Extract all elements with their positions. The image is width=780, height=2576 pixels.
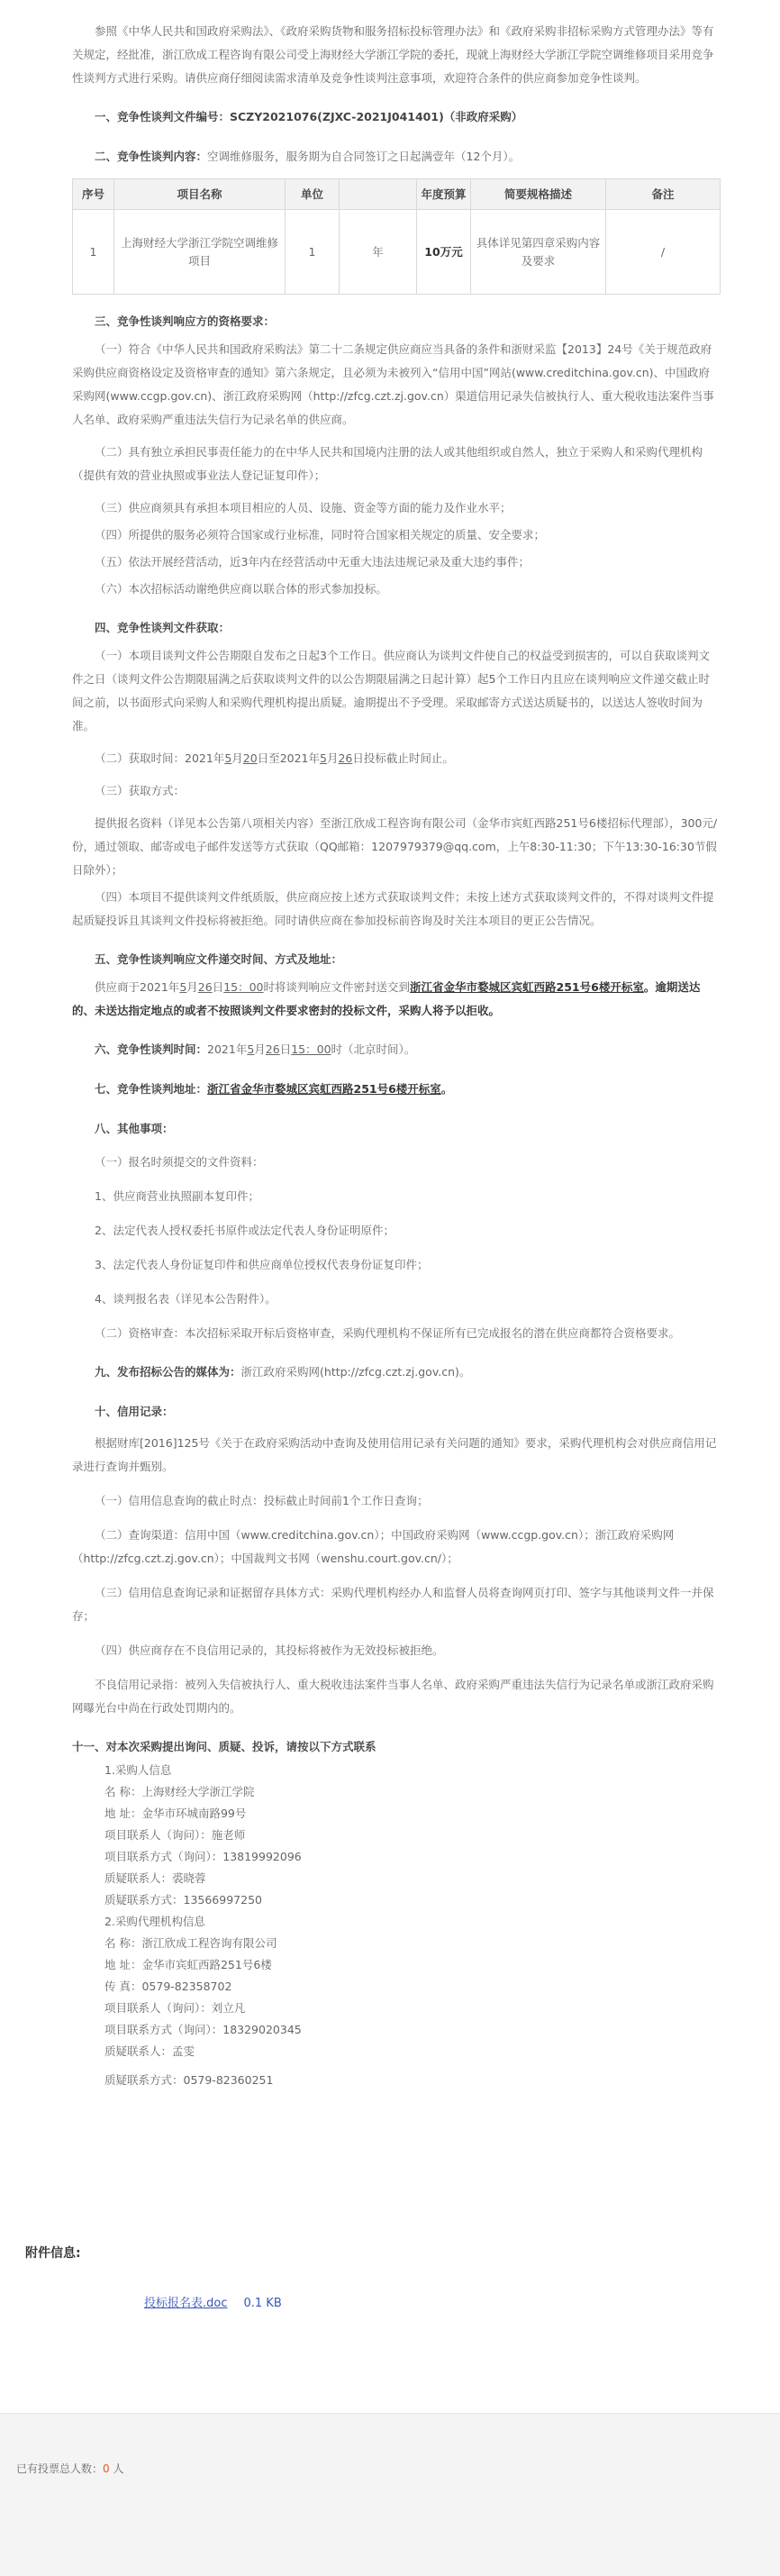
table-row	[73, 210, 721, 295]
section-3-p4: （四）所提供的服务必须符合国家或行业标准，同时符合国家相关规定的质量、安全要求；	[95, 528, 546, 542]
attachment-file	[144, 2293, 282, 2310]
table-header-row	[73, 179, 721, 210]
section-4-p5: （四）本项目不提供谈判文件纸质版，供应商应按上述方式获取谈判文件；未按上述方式获取谈判文件的，不得对谈判文件提起质疑投诉且其谈判文件投标将被拒绝。同时请供应商在参加投标前咨询及时关注本项目的更正公告情况。	[72, 890, 714, 927]
section-4-p3: （三）获取方式：	[95, 784, 186, 797]
section-3-p2: （二）具有独立承担民事责任能力的在中华人民共和国境内注册的法人或其他组织或自然人，独立于采购人和采购代理机构（提供有效的营业执照或事业法人登记证复印件）；	[72, 445, 703, 482]
footer	[0, 2413, 780, 2576]
text: 月	[254, 1042, 266, 1056]
intro-paragraph: 参照《中华人民共和国政府采购法》、《政府采购货物和服务招标投标管理办法》和《政府采购非招标采购方式管理办法》等有关规定，经批准，浙江欣成工程咨询有限公司受上海财经大学浙江学院的委托，现就上海财经大学浙江学院空调维修项目采用竞争性谈判方式进行采购。请供应商仔细阅读需求清单及竞争性谈判注意事项，欢迎符合条件的供应商参加竞争性谈判。	[72, 24, 714, 85]
section-10-p4: （三）信用信息查询记录和证据留存具体方式：采购代理机构经办人和监督人员将查询网页打印、签字与其他谈判文件一并保存；	[72, 1586, 714, 1623]
table-cell: /	[606, 210, 721, 295]
table-header: 年度预算	[417, 179, 471, 210]
section-10-p5: （四）供应商存在不良信用记录的，其投标将被作为无效投标被拒绝。	[95, 1643, 444, 1657]
table-cell: 具体详见第四章采购内容及要求	[471, 210, 606, 295]
section-3-p5: （五）依法开展经营活动，近3年内在经营活动中无重大违法违规记录及重大违约事件；	[95, 555, 530, 569]
text: 日	[279, 1042, 292, 1056]
table-cell: 1	[73, 210, 114, 295]
contact-line: 地 址：金华市宾虹西路251号6楼	[104, 1958, 272, 1971]
table-header: 单位	[286, 179, 340, 210]
time: 15：00	[291, 1042, 331, 1056]
submission-address: 浙江省金华市婺城区宾虹西路251号6楼开标室	[410, 980, 644, 994]
day: 26	[197, 980, 213, 994]
text: 时（北京时间）。	[331, 1042, 416, 1056]
table-header: 简要规格描述	[471, 179, 606, 210]
section-10-title: 十、信用记录：	[95, 1405, 174, 1418]
table-cell: 年	[340, 210, 417, 295]
vote-count-label: 已有投票总人数：	[16, 2462, 104, 2475]
section-8-p1: （一）报名时须提交的文件资料：	[95, 1155, 264, 1169]
month: 5	[247, 1042, 255, 1056]
month: 5	[179, 980, 187, 994]
contact-line: 质疑联系人：裘晓蓉	[104, 1871, 206, 1885]
vote-count	[16, 2461, 123, 2476]
contact-line: 传 真：0579-82358702	[104, 1980, 232, 1993]
text: 2021年	[207, 1042, 248, 1056]
table-header: 序号	[73, 179, 114, 210]
contact-line: 项目联系方式（询问）：18329020345	[104, 2023, 302, 2036]
section-3-title: 三、竞争性谈判响应方的资格要求：	[95, 314, 276, 328]
text: 日投标截止时间止。	[352, 751, 454, 765]
table-cell	[286, 210, 340, 295]
contact-line: 名 称：上海财经大学浙江学院	[104, 1785, 255, 1798]
negotiation-address: 浙江省金华市婺城区宾虹西路251号6楼开标室	[207, 1082, 441, 1096]
table-cell	[417, 210, 471, 295]
day: 20	[242, 751, 258, 765]
day: 26	[265, 1042, 280, 1056]
section-6	[72, 1037, 721, 1062]
table-cell: 上海财经大学浙江学院空调维修项目	[114, 210, 286, 295]
section-7-title: 七、竞争性谈判地址：	[95, 1082, 208, 1096]
vote-count-unit: 人	[109, 2462, 124, 2475]
rejection-note: 。逾期送达的、未送达指定地点的或者不按照谈判文件要求密封的投标文件，采购人将予以拒收。	[72, 980, 701, 1017]
section-11-title: 十一、对本次采购提出询问、质疑、投诉，请按以下方式联系	[72, 1740, 376, 1753]
section-8-p2: 1、供应商营业执照副本复印件；	[95, 1189, 259, 1203]
contact-line: 名 称：浙江欣成工程咨询有限公司	[104, 1936, 277, 1950]
contact-line: 地 址：金华市环城南路99号	[104, 1807, 247, 1820]
section-9-title: 九、发布招标公告的媒体为：	[95, 1365, 241, 1379]
month: 5	[320, 751, 327, 765]
section-10-p1: 根据财库[2016]125号《关于在政府采购活动中查询及使用信用记录有关问题的通知》要求，采购代理机构会对供应商信用记录进行查询并甄别。	[72, 1436, 717, 1473]
section-10-p6: 不良信用记录指：被列入失信被执行人、重大税收违法案件当事人名单、政府采购严重违法失信行为记录名单或浙江政府采购网曝光台中尚在行政处罚期内的。	[72, 1678, 714, 1715]
table-header: 项目名称	[114, 179, 286, 210]
table-header	[340, 179, 417, 210]
section-9	[72, 1360, 721, 1385]
section-8-p5: 4、谈判报名表（详见本公告附件）。	[95, 1292, 277, 1306]
section-2	[72, 144, 721, 169]
announcement-body	[72, 0, 721, 2091]
section-7	[72, 1077, 721, 1102]
section-6-title: 六、竞争性谈判时间：	[95, 1042, 208, 1056]
time: 15：00	[223, 980, 264, 994]
section-10-p2: （一）信用信息查询的截止时点：投标截止时间前1个工作日查询；	[95, 1494, 429, 1507]
section-2-title: 二、竞争性谈判内容：	[95, 150, 208, 163]
section-5-title: 五、竞争性谈判响应文件递交时间、方式及地址：	[95, 952, 343, 966]
section-9-text: 浙江政府采购网(http://zfcg.czt.zj.gov.cn)。	[240, 1365, 471, 1379]
text: 月	[186, 980, 198, 994]
text: 日至2021年	[257, 751, 320, 765]
text: 月	[231, 751, 243, 765]
text: 日	[212, 980, 224, 994]
contact-line: 1.采购人信息	[104, 1763, 172, 1777]
section-4-p2	[72, 747, 721, 770]
section-4-p4: 提供报名资料（详见本公告第八项相关内容）至浙江欣成工程咨询有限公司（金华市宾虹西路251号6楼招标代理部），300元/份，通过领取、邮寄或电子邮件发送等方式获取（QQ邮箱：1207979379@qq.com，上午8:30-11:30；下午13:30-16:30节假日除外）；	[72, 816, 718, 877]
text: 月	[326, 751, 339, 765]
section-3-p3: （三）供应商须具有承担本项目相应的人员、设施、资金等方面的能力及作业水平；	[95, 501, 512, 514]
quantity: 1	[308, 244, 316, 259]
text: （二）获取时间：2021年	[95, 751, 225, 765]
month: 5	[224, 751, 232, 765]
section-8-p3: 2、法定代表人授权委托书原件或法定代表人身份证明原件；	[95, 1224, 395, 1237]
section-10-p3: （二）查询渠道：信用中国（www.creditchina.gov.cn）；中国政府采购网（www.ccgp.gov.cn）；浙江政府采购网（http://zfcg.czt.zj.gov.cn）；中国裁判文书网（wenshu.court.gov.cn/）；	[72, 1528, 675, 1565]
vote-count-number: 0	[103, 2462, 110, 2475]
section-4-p1: （一）本项目谈判文件公告期限自发布之日起3个工作日。供应商认为谈判文件使自己的权益受到损害的，可以自获取谈判文件之日（谈判文件公告期限届满之后获取谈判文件的以公告期限届满之日起计算）起5个工作日内且应在谈判响应文件递交截止时间之前，以书面形式向采购人和采购代理机构提出质疑。逾期提出不予受理。采取邮寄方式送达质疑书的，以送达人签收时间为准。	[72, 649, 710, 733]
contact-line: 2.采购代理机构信息	[104, 1915, 205, 1928]
attachment-size: 0.1 KB	[243, 2297, 282, 2310]
section-4-title: 四、竞争性谈判文件获取：	[95, 621, 231, 634]
budget: 10万元	[424, 244, 463, 259]
text: 供应商于2021年	[95, 980, 180, 994]
contact-line: 项目联系方式（询问）：13819992096	[104, 1850, 302, 1863]
contact-line: 质疑联系方式：0579-82360251	[104, 2073, 274, 2087]
section-8-p4: 3、法定代表人身份证复印件和供应商单位授权代表身份证复印件；	[95, 1258, 429, 1271]
attachment-download-link[interactable]: 投标报名表.doc	[144, 2297, 228, 2310]
contact-line: 质疑联系人：孟雯	[104, 2044, 195, 2058]
contact-info	[72, 1760, 721, 2091]
table-header: 备注	[606, 179, 721, 210]
section-3-p1: （一）符合《中华人民共和国政府采购法》第二十二条规定供应商应当具备的条件和浙财采监【2013】24号《关于规范政府采购供应商资格设定及资格审查的通知》第六条规定，且必须为未被列入“信用中国”网站(www.creditchina.gov.cn)、中国政府采购网(www.ccgp.gov.cn)、浙江政府采购网（http://zfcg.czt.zj.gov.cn）渠道信用记录失信被执行人、重大税收违法案件当事人名单、政府采购严重违法失信行为记录名单的供应商。	[72, 342, 714, 426]
section-5-text	[72, 976, 721, 1023]
text: 时将谈判响应文件密封送交到	[263, 980, 411, 994]
section-8-title: 八、其他事项：	[95, 1122, 174, 1135]
section-1-title: 一、竞争性谈判文件编号：SCZY2021076(ZJXC-2021J041401)（非政府采购）	[95, 110, 523, 123]
project-table	[72, 178, 721, 295]
section-8-p6: （二）资格审查：本次招标采取开标后资格审查，采购代理机构不保证所有已完成报名的潜在供应商都符合资格要求。	[95, 1326, 681, 1340]
text: 。	[440, 1082, 453, 1096]
day: 26	[338, 751, 353, 765]
section-6-text	[207, 1042, 415, 1056]
contact-line: 项目联系人（询问）：刘立凡	[104, 2001, 246, 2015]
contact-line: 质疑联系方式：13566997250	[104, 1893, 262, 1907]
attachment-title: 附件信息:	[25, 2246, 81, 2261]
section-3-p6: （六）本次招标活动谢绝供应商以联合体的形式参加投标。	[95, 582, 388, 596]
section-2-text: 空调维修服务，服务期为自合同签订之日起满壹年（12个月）。	[207, 150, 521, 163]
contact-line: 项目联系人（询问）：施老师	[104, 1828, 246, 1842]
